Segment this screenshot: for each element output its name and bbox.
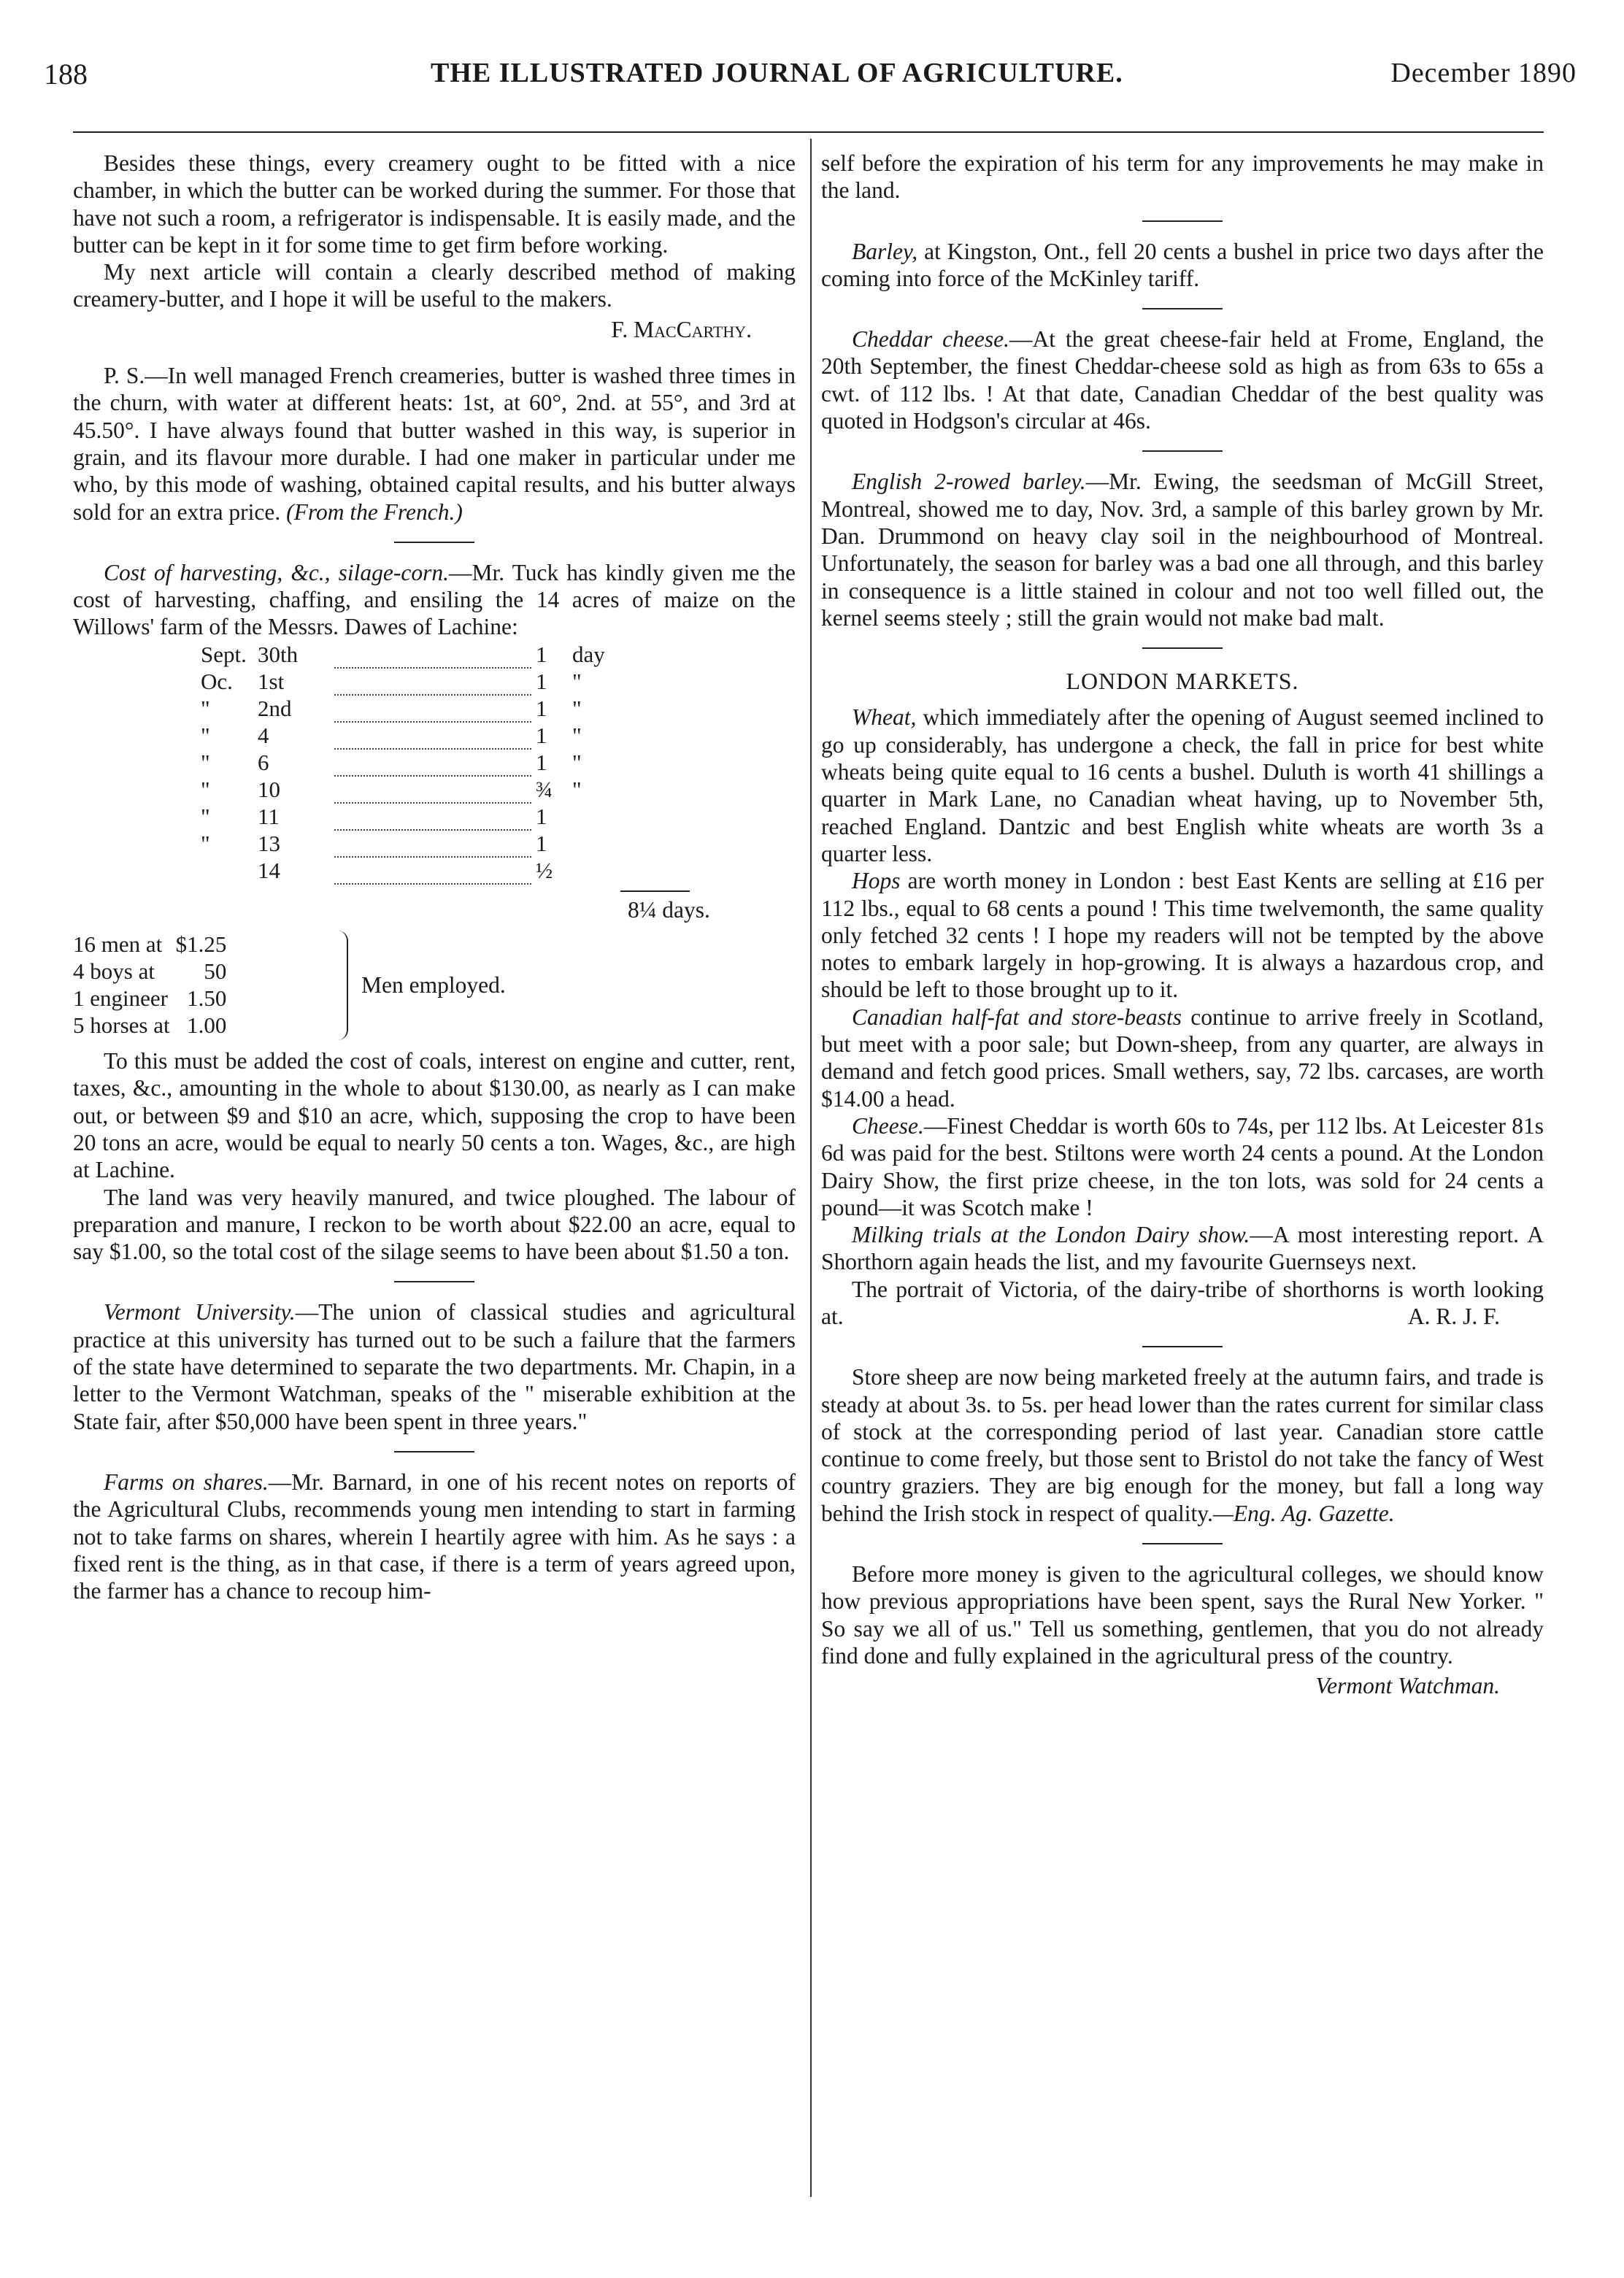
days-row-date: 13	[258, 830, 280, 856]
employed-who: 1 engineer	[73, 985, 168, 1012]
vermont-paragraph: Vermont University.—The union of classical studies and agricultural practice at this university has turned out to be such a failure that the farmers of the state have determined to separate the two departments. Mr. Chapin, in a letter to the Vermont Watchman, speaks of the " miserable exhibition at the State fair, after $50,000 have been spent in three years."	[73, 1299, 796, 1434]
days-row-date: 1st	[258, 668, 285, 694]
days-row-month: "	[201, 695, 210, 721]
employed-row	[73, 931, 232, 958]
store-sheep-source: —Eng. Ag. Gazette.	[1212, 1500, 1395, 1526]
cheese-paragraph: Cheese.—Finest Cheddar is worth 60s to 74s, per 112 lbs. At Leicester 81s 6d was paid for the best. Stiltons were worth 24 cents a pound. At the London Dairy Show, the first prize cheese, in the ton lots, was sold for 24 cents a pound—it was Scotch make !	[821, 1112, 1544, 1220]
hops-title: Hops	[852, 868, 901, 894]
employed-block	[73, 931, 796, 1047]
right-column	[821, 150, 1544, 1700]
section-rule	[394, 1451, 474, 1452]
brace	[332, 931, 348, 1040]
section-rule	[1142, 1543, 1223, 1544]
hops-paragraph: Hops are worth money in London : best East Kents are selling at £16 per 112 lbs., equal to 68 cents a pound ! This time twelvemonth, the same quality only fetched 32 cents ! I hope my readers will not be tempted by the above notes to embark largely in hop-growing. It is always a hazardous crop, and should be left to those brought up to it.	[821, 868, 1544, 1003]
days-row-month: "	[201, 776, 210, 802]
employed-label: Men employed.	[361, 972, 506, 998]
days-row-leader	[334, 830, 531, 857]
days-row	[201, 668, 605, 695]
milking-title: Milking trials at the London Dairy show.	[852, 1222, 1250, 1248]
vermont-title: Vermont University.	[104, 1299, 296, 1325]
section-rule	[1142, 1346, 1223, 1347]
days-row-date: 14	[258, 857, 280, 883]
employed-row	[73, 985, 232, 1012]
days-row-month: "	[201, 803, 210, 829]
section-rule	[394, 1281, 474, 1282]
days-row-unit: "	[572, 749, 582, 775]
farms-title: Farms on shares.	[104, 1469, 269, 1495]
english-barley-title: English 2-rowed barley.	[852, 469, 1086, 495]
days-row-month: Oc.	[201, 668, 233, 694]
days-row	[201, 695, 605, 722]
days-row-leader	[334, 803, 531, 830]
left-column	[73, 150, 796, 1604]
days-total: 8¼ days.	[628, 896, 710, 923]
days-row	[201, 803, 605, 830]
days-row-unit	[572, 857, 605, 884]
days-row-count: ½	[536, 857, 553, 883]
days-row-unit: "	[572, 776, 582, 802]
days-row	[201, 749, 605, 776]
days-row-month: "	[201, 830, 210, 856]
section-rule	[1142, 647, 1223, 649]
wheat-title: Wheat,	[852, 704, 917, 731]
days-row-leader	[334, 776, 531, 803]
days-row	[201, 776, 605, 803]
days-row-date: 6	[258, 749, 269, 775]
employed-who: 16 men at	[73, 931, 163, 958]
harvest-paragraph: Cost of harvesting, &c., silage-corn.—Mr. Tuck has kindly given me the cost of harvesting, chaffing, and ensiling the 14 acres of maize on the Willows' farm of the Messrs. Dawes of Lachine:	[73, 559, 796, 640]
days-row-count: ¾	[536, 776, 553, 802]
journal-title: THE ILLUSTRATED JOURNAL OF AGRICULTURE.	[431, 58, 1123, 88]
section-rule	[1142, 450, 1223, 452]
farms-paragraph: Farms on shares.—Mr. Barnard, in one of his recent notes on reports of the Agricultural Clubs, recommends young men intending to start in farming not to take farms on shares, wherein I heartily agree with him. As he says : a fixed rent is the thing, as in that case, if there is a term of years agreed upon, the farmer has a chance to recoup him-	[73, 1469, 796, 1604]
days-row-date: 2nd	[258, 695, 292, 721]
signature-maccarthy: F. MacCarthy.	[611, 316, 752, 342]
days-row-unit: day	[572, 641, 605, 667]
signature-arjf: A. R. J. F.	[1407, 1303, 1500, 1329]
employed-who: 4 boys at	[73, 958, 155, 985]
wheat-paragraph: Wheat, which immediately after the opening of August seemed inclined to go up considerably, has undergone a check, the fall in price for best white wheats being quite equal to 16 cents a bushel. Duluth is worth 41 shillings a quarter in Mark Lane, no Canadian wheat having, up to November 5th, reached England. Dantzic and best English white wheats are worth 3s a quarter less.	[821, 704, 1544, 866]
days-row-unit: "	[572, 668, 582, 694]
days-row-leader	[334, 722, 531, 749]
section-rule	[1142, 308, 1223, 309]
header-rule	[73, 131, 1544, 133]
london-markets-heading: LONDON MARKETS.	[1066, 668, 1299, 695]
days-row-date: 30th	[258, 641, 299, 667]
section-rule	[1142, 220, 1223, 222]
barley-title: Barley,	[852, 238, 918, 264]
days-row-count: 1	[536, 668, 547, 694]
employed-rate: 50	[204, 958, 227, 985]
milking-paragraph: Milking trials at the London Dairy show.—A most interesting report. A Shorthorn again heads the list, and my favourite Guernseys next.	[821, 1222, 1544, 1275]
issue-date: December 1890	[1390, 58, 1577, 88]
cost-paragraph: To this must be added the cost of coals, interest on engine and cutter, rent, taxes, &c., amounting in the whole to about $130.00, as nearly as I can make out, or between $9 and $10 an acre, which, supposing the crop to have been 20 tons an acre, would be equal to nearly 50 cents a ton. Wages, &c., are high at Lachine.	[73, 1048, 796, 1183]
days-row-leader	[334, 641, 531, 668]
colleges-paragraph: Before more money is given to the agricultural colleges, we should know how previous appropriations have been spent, says the Rural New Yorker. " So say we all of us." Tell us something, gentlemen, that you do not already find done and fully explained in the agricultural press of the country.	[821, 1561, 1544, 1669]
days-row-month: "	[201, 722, 210, 748]
creamery-paragraph: Besides these things, every creamery ought to be fitted with a nice chamber, in which the butter can be worked during the summer. For those that have not such a room, a refrigerator is indispensable. It is easily made, and the butter can be kept in it for some time to get firm before working.	[73, 150, 796, 258]
employed-who: 5 horses at	[73, 1012, 170, 1039]
harvest-title: Cost of harvesting, &c., silage-corn.	[104, 559, 449, 585]
days-row-date: 11	[258, 803, 280, 829]
employed-row	[73, 1012, 232, 1039]
page-header	[44, 57, 1577, 101]
land-paragraph: The land was very heavily manured, and twice ploughed. The labour of preparation and manure, I reckon to be worth about $22.00 an acre, equal to say $1.00, so the total cost of the silage seems to have been about $1.50 a ton.	[73, 1184, 796, 1265]
employed-row	[73, 958, 232, 985]
days-row-month	[201, 857, 252, 884]
cheese-title: Cheese.	[852, 1112, 924, 1139]
days-row	[201, 641, 605, 668]
days-row-date: 4	[258, 722, 269, 748]
signature-vermont-watchman: Vermont Watchman.	[1315, 1673, 1500, 1699]
employed-rate: 1.50	[187, 985, 227, 1012]
continuation-paragraph: self before the expiration of his term for any improvements he may make in the land.	[821, 150, 1544, 204]
page-number: 188	[44, 58, 88, 91]
days-row-count: 1	[536, 749, 547, 775]
postscript-source: (From the French.)	[286, 499, 463, 525]
days-row-count: 1	[536, 722, 547, 748]
days-row	[201, 830, 605, 857]
portrait-paragraph: The portrait of Victoria, of the dairy-tribe of shorthorns is worth looking at. A. R. J. F.	[821, 1276, 1544, 1329]
store-beasts-paragraph: Canadian half-fat and store-beasts continue to arrive freely in Scotland, but meet with a poor sale; but Down-sheep, from any quarter, are always in demand and fetch good prices. Small wethers, say, 72 lbs. carcases, are worth $14.00 a head.	[821, 1004, 1544, 1112]
employed-rate: $1.25	[175, 931, 227, 958]
days-row-count: 1	[536, 641, 547, 667]
store-beasts-title: Canadian half-fat and store-beasts	[852, 1004, 1182, 1030]
harvest-days-table	[201, 641, 605, 885]
days-row-leader	[334, 749, 531, 776]
days-row-count: 1	[536, 695, 547, 721]
days-row-leader	[334, 668, 531, 695]
days-row	[201, 722, 605, 749]
cheddar-paragraph: Cheddar cheese.—At the great cheese-fair held at Frome, England, the 20th September, the finest Cheddar-cheese sold as high as from 63s to 65s a cwt. of 112 lbs. ! At that date, Canadian Cheddar of the best quality was quoted in Hodgson's circular at 46s.	[821, 326, 1544, 434]
days-row-unit	[572, 803, 605, 830]
postscript-paragraph: P. S.—In well managed French creameries, butter is washed three times in the churn, with water at different heats: 1st, at 60°, 2nd. at 55°, and 3rd at 45.50°. I have always found that butter washed in this way, is superior in grain, and its flavour more durable. I had one maker in particular under me who, by this mode of washing, obtained capital results, and his butter always sold for an extra price. (From the French.)	[73, 363, 796, 525]
english-barley-paragraph: English 2-rowed barley.—Mr. Ewing, the seedsman of McGill Street, Montreal, showed me to day, Nov. 3rd, a sample of this barley grown by Mr. Dan. Drummond on heavy clay soil in the neighbourhood of Montreal. Unfortunately, the season for barley was a bad one all through, and this barley in consequence is a little stained in colour and not too well filled out, the kernel seems steely ; still the grain would not make bad malt.	[821, 469, 1544, 631]
days-row-month: "	[201, 749, 210, 775]
section-rule	[394, 542, 474, 543]
barley-paragraph: Barley, at Kingston, Ont., fell 20 cents a bushel in price two days after the coming into force of the McKinley tariff.	[821, 238, 1544, 291]
days-row-count: 1	[536, 803, 547, 829]
days-row-leader	[334, 695, 531, 722]
employed-table	[73, 931, 232, 1039]
days-row-month: Sept.	[201, 641, 247, 667]
employed-rate: 1.00	[187, 1012, 227, 1039]
days-row-unit: "	[572, 695, 582, 721]
total-rule	[620, 890, 690, 892]
cheddar-title: Cheddar cheese.	[852, 326, 1009, 353]
days-row-unit	[572, 830, 605, 857]
days-row-leader	[334, 857, 531, 884]
next-article-paragraph: My next article will contain a clearly described method of making creamery-butter, and I hope it will be useful to the makers.	[73, 259, 796, 312]
store-sheep-paragraph: Store sheep are now being marketed freely at the autumn fairs, and trade is steady at about 3s. to 5s. per head lower than the rates current for similar class of stock at the corresponding period of last year. Canadian store cattle continue to come freely, but those sent to Bristol do not take the fancy of West country graziers. They are big enough for the money, but fall a long way behind the Irish stock in respect of quality.—Eng. Ag. Gazette.	[821, 1364, 1544, 1526]
days-row-unit: "	[572, 722, 582, 748]
days-row	[201, 857, 605, 884]
days-row-count: 1	[536, 830, 547, 856]
days-row-date: 10	[258, 776, 280, 802]
column-divider	[810, 139, 812, 2197]
